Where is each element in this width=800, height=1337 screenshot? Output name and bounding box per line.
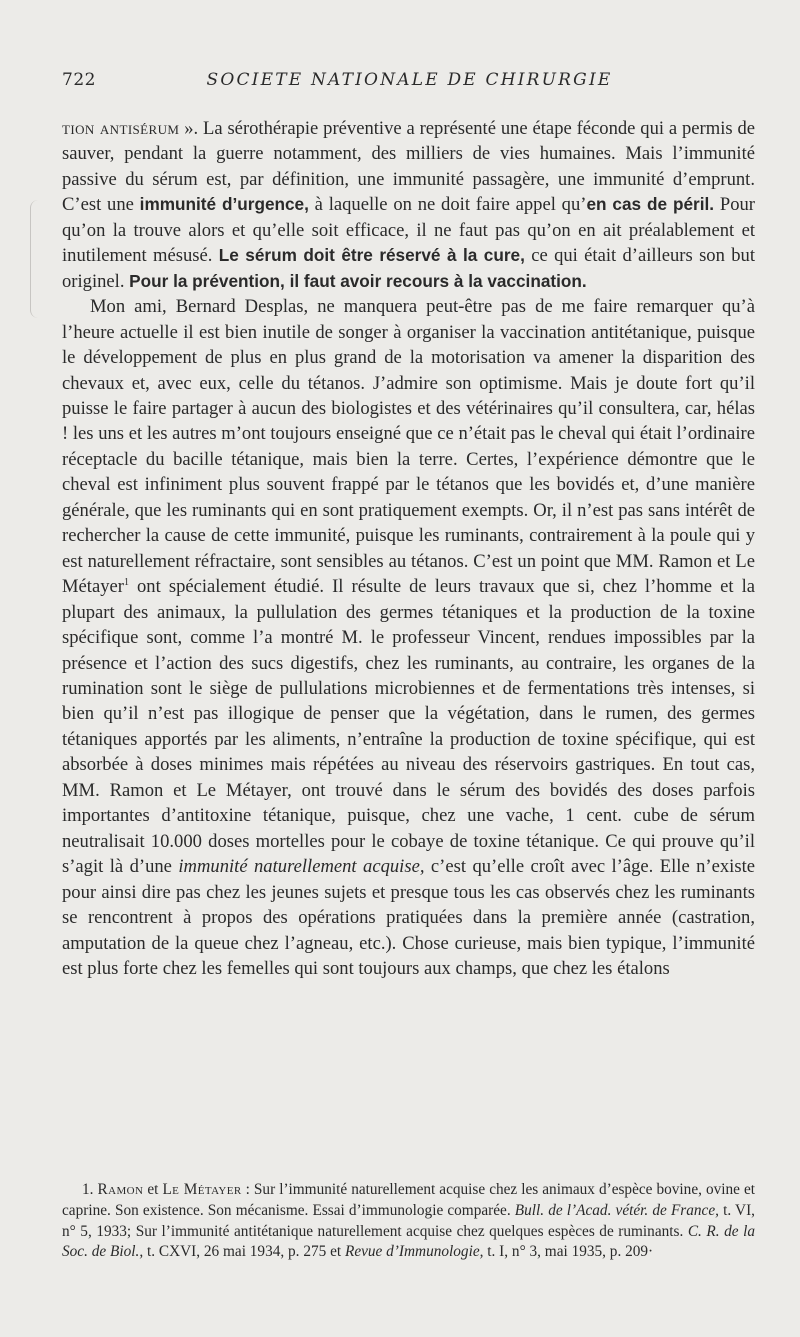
p2-text-a: Mon ami, Bernard Desplas, ne manquera peut-être pas de me faire remarquer qu’à l’heure actuelle il est bien inutile de songer à organiser la vaccination antitétanique, puisque le développement de plus en plus grand de la motorisation va amener la disparition des chevaux et, avec eux, celle du tétanos. J’admire son optimisme. Mais je doute fort qu’il puisse le faire partager à aucun des biologistes et des vétérinaires qu’il consultera, car, hélas ! les uns et les autres m’ont toujours enseigné que ce n’était pas le cheval qui était l’ordinaire réceptacle du bacille tétanique, mais bien la terre. Certes, l’expérience démontre que le cheval est infiniment plus souvent frappé par le tétanos que les bovidés et, d’une manière générale, que les ruminants qui en sont pratiquement exempts. Or, il n’est pas sans intérêt de rechercher la cause de cette immunité, puisque les ruminants, contrairement à la poule qui y est naturellement réfractaire, sont sensibles au tétanos. C’est un point que MM. Ramon et Le Métayer	[62, 296, 755, 598]
footnote-journal-3: Revue d’Immunologie,	[344, 1243, 484, 1261]
p2-text-c: c’est qu’elle croît avec l’âge. Elle n’existe pour ainsi dire pas chez les jeunes sujets et presque tous les cas observés chez les ruminants se rencontrent à propos des opérations pratiquées dans la première année (castration, amputation de la queue chez l’agneau, etc.). Chose curieuse, mais bien typique, l’immunité est plus forte chez les femelles qui sont toujours aux champs, que chez les étalons	[62, 856, 755, 979]
emphasis-peril: en cas de péril.	[586, 194, 715, 215]
footnote-text-d: t. I, n° 3, mai 1935, p. 209·	[483, 1243, 654, 1261]
p1-text-a: ». La sérothérapie préventive a représenté une étape féconde qui a permis de sauver, pendant la guerre notamment, des milliers de vies humaines. Mais l’immunité passive du sérum est, par définition, une immunité passagère, une immunité d’emprunt. C’est une	[62, 118, 755, 216]
paragraph-2	[62, 294, 755, 981]
footnote-number: 1.	[82, 1181, 94, 1198]
emphasis-vaccination: Pour la prévention, il faut avoir recours à la vaccination.	[129, 270, 587, 291]
footnotes	[62, 1180, 755, 1263]
paragraph-1	[62, 116, 755, 294]
p1-text-c: Pour qu’on la trouve alors et qu’elle soit efficace, il ne faut pas qu’on en ait préalablement et inutilement mésusé.	[62, 194, 755, 267]
footnote-journal-1: Bull. de l’Acad. vétér. de France,	[514, 1201, 719, 1219]
p2-text-b: ont spécialement étudié. Il résulte de leurs travaux que si, chez l’homme et la plupart des animaux, la pullulation des germes tétaniques et la production de la toxine spécifique sont, comme l’a montré M. le professeur Vincent, rendues impossibles par la présence et l’action des sucs digestifs, chez les ruminants, au contraire, les organes de la rumination sont le siège de pullulations microbiennes et de fermentations très intenses, si bien qu’il n’est pas illogique de penser que la végétation, dans le rumen, des germes tétaniques apportés par les aliments, n’entraîne la production de toxine spécifique, qui est absorbée à doses minimes mais répétées au niveau des réservoirs gastriques. En tout cas, MM. Ramon et Le Métayer, ont trouvé dans le sérum des bovidés des doses parfois importantes d’antitoxine tétanique, puisque, chez une vache, 1 cent. cube de sérum neutralisait 10.000 doses mortelles pour le cobaye de toxine tétanique. Ce qui prouve qu’il s’agit là d’une	[62, 576, 755, 878]
footnote-author-2: Le Métayer	[162, 1181, 242, 1198]
footnote-ref: 1	[123, 576, 129, 588]
italic-immunite: immunité naturellement acquise,	[178, 856, 425, 878]
footnote-text-b: t. VI, n° 5, 1933; Sur l’immunité antitétanique naturellement acquise chez quelques espèces de ruminants.	[62, 1201, 755, 1240]
footnote-text-c: t. CXVI, 26 mai 1934, p. 275 et	[143, 1243, 345, 1261]
footnote-journal-2: C. R. de la Soc. de Biol.,	[62, 1222, 755, 1261]
page-number: 722	[62, 70, 96, 90]
footnote-text-a: : Sur l’immunité naturellement acquise chez les animaux d’espèce bovine, ovine et caprine. Son existence. Son mécanisme. Essai d’immunologie comparée.	[62, 1181, 756, 1219]
p1-text-b: à laquelle on ne doit faire appel qu’	[308, 194, 587, 216]
footnote-author-1: Ramon	[97, 1181, 144, 1198]
body-text	[62, 116, 755, 981]
lead-small-caps: tion antisérum	[62, 118, 180, 139]
margin-pencil-mark	[30, 200, 45, 318]
emphasis-urgency: immunité d’urgence,	[139, 194, 309, 215]
page-header	[62, 70, 757, 96]
footnote-1	[62, 1180, 755, 1263]
emphasis-serum-cure: Le sérum doit être réservé à la cure,	[218, 245, 525, 266]
running-title: SOCIETE NATIONALE DE CHIRURGIE	[206, 70, 613, 90]
footnote-et: et	[143, 1181, 163, 1198]
p1-text-d: ce qui était d’ailleurs son but originel.	[62, 245, 756, 292]
